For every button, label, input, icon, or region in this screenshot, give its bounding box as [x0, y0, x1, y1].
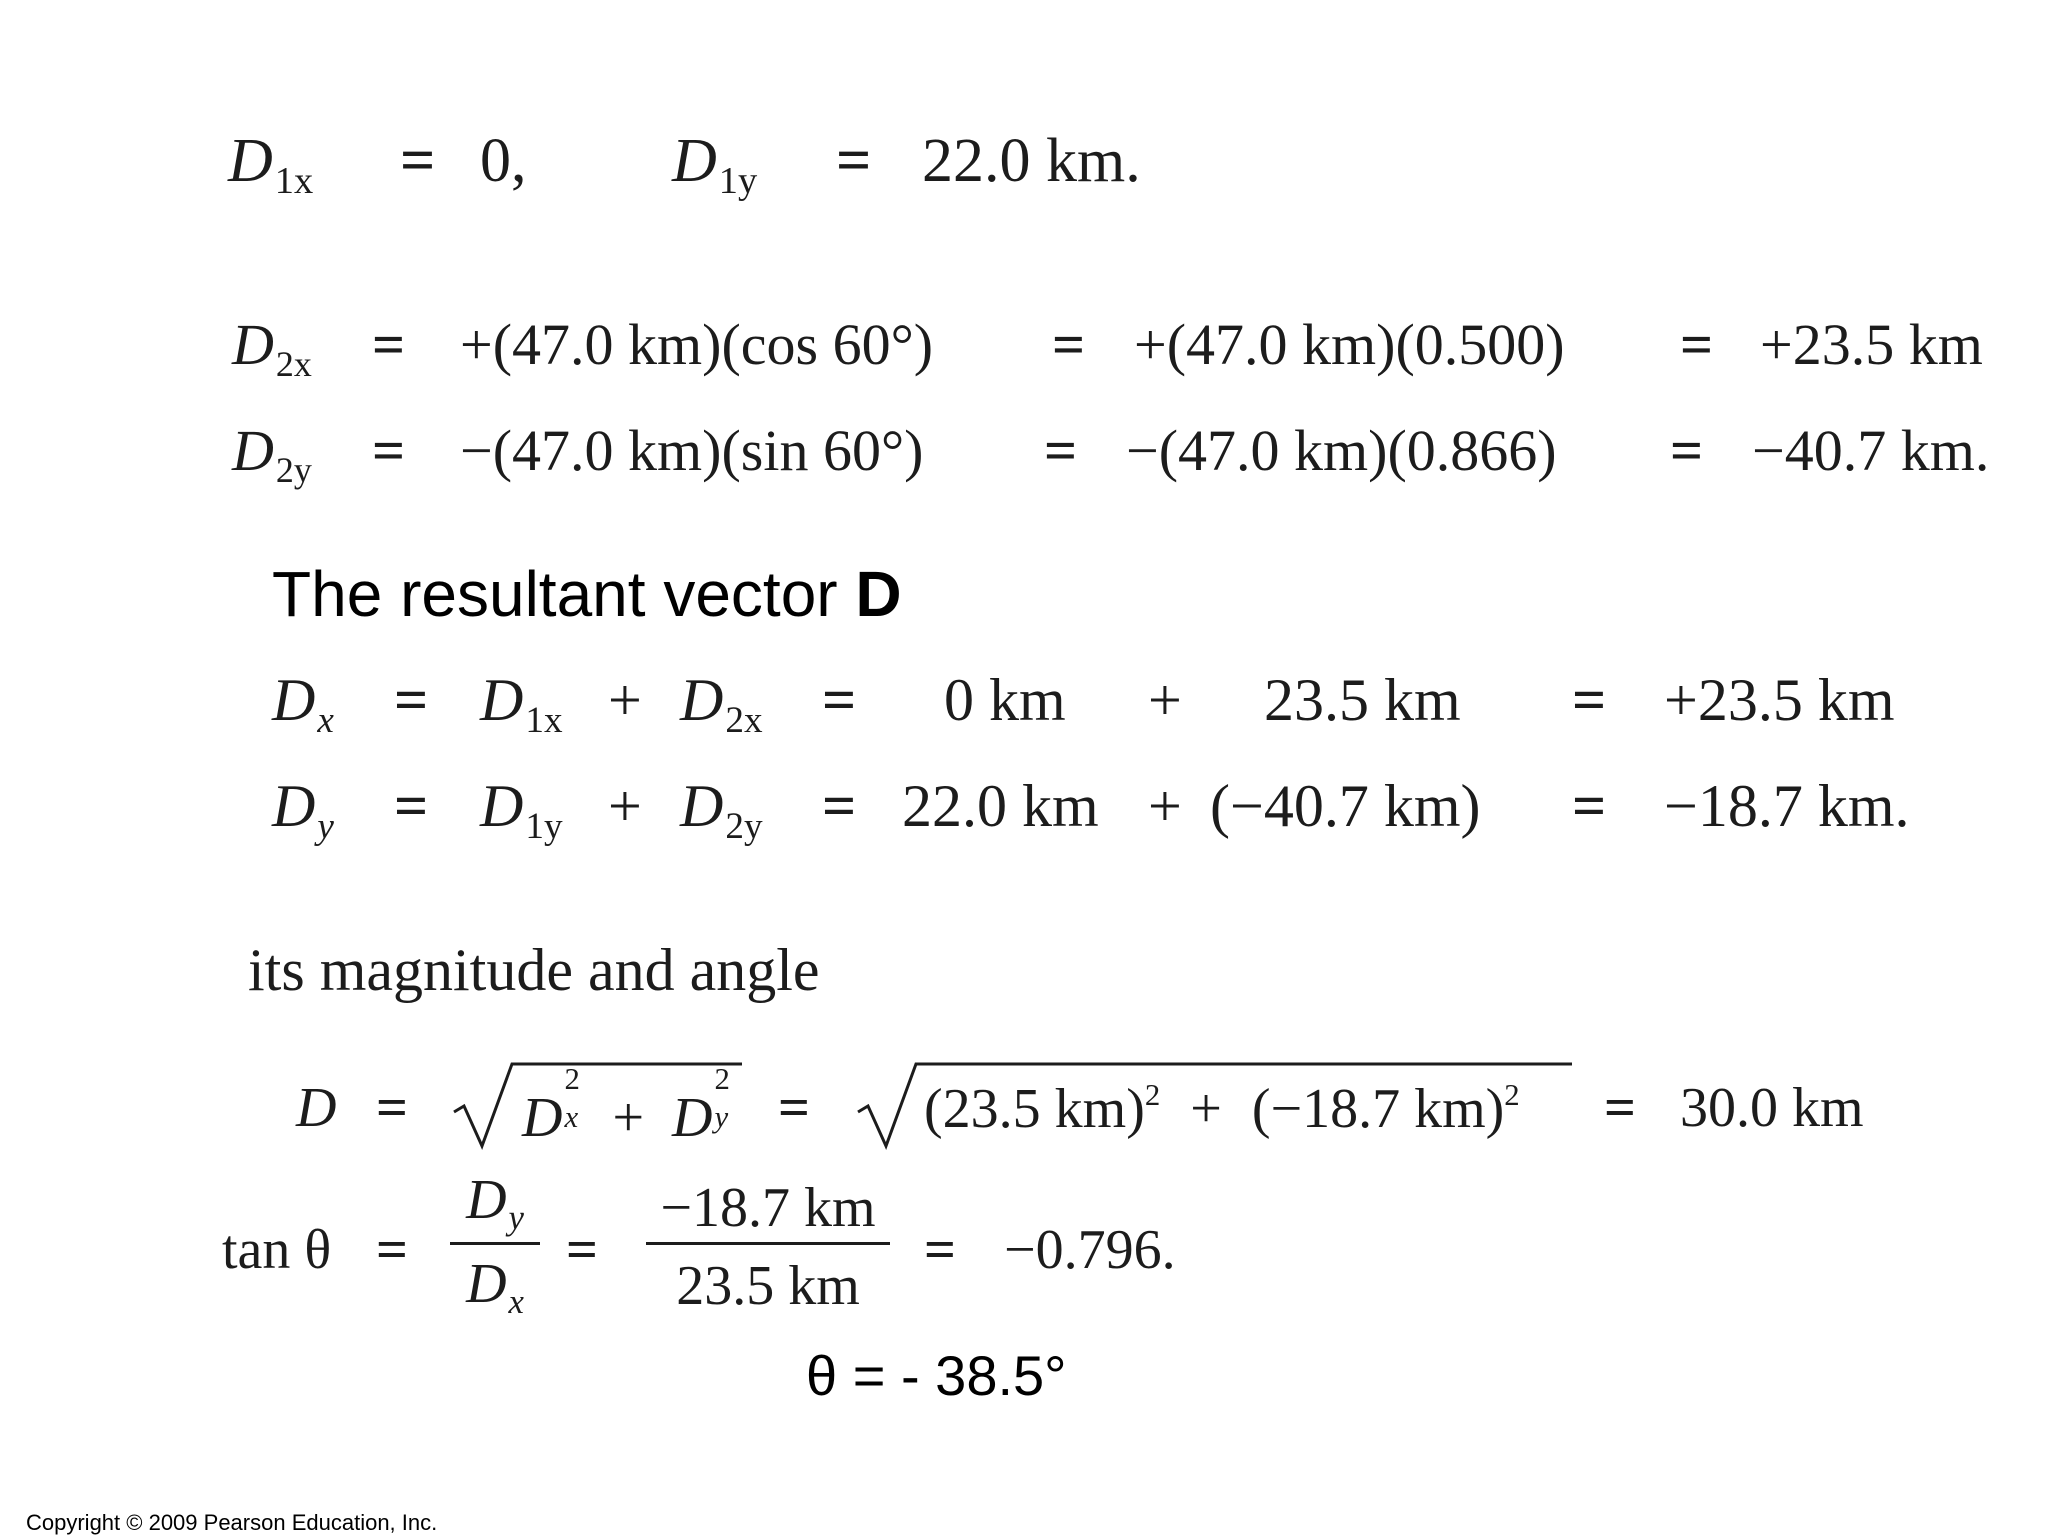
dy-subscript: y: [317, 805, 334, 847]
dy-value-superscript: 2: [1504, 1078, 1520, 1112]
d2x-subscript: 2x: [275, 343, 312, 384]
dy-superscript: 2: [714, 1062, 730, 1096]
d1y-term-symbol: D: [480, 773, 524, 839]
dy-symbol: D: [466, 1169, 507, 1231]
d1x-subscript: 1x: [274, 160, 314, 203]
dx-value: (23.5 km): [924, 1078, 1145, 1141]
dy-value: (−18.7 km): [1251, 1078, 1505, 1141]
tangent-result: −0.796.: [1004, 1219, 1176, 1281]
equation-d1-components: [0, 127, 2048, 210]
equals-sign: =: [1052, 312, 1086, 377]
plus-sign: +: [608, 667, 642, 733]
equation-tangent: [0, 1166, 2048, 1322]
equals-sign: =: [822, 667, 857, 733]
equals-sign: =: [1670, 418, 1704, 483]
dx-subscript: x: [564, 1100, 579, 1134]
d2x-value: 23.5 km: [1264, 667, 1461, 733]
fraction-denominator-value: 23.5 km: [676, 1255, 860, 1317]
equals-sign: =: [1680, 312, 1714, 377]
equation-d2y: [0, 418, 2048, 502]
dx-subscript: x: [508, 1282, 524, 1322]
radicand-components: [522, 1062, 735, 1149]
dy-subscript: y: [508, 1198, 524, 1238]
dy-result: −18.7 km.: [1664, 773, 1910, 839]
d2y-symbol: D: [232, 418, 274, 483]
heading-text: The resultant vector: [272, 558, 856, 630]
equation-magnitude: [0, 1060, 2048, 1170]
equals-sign: =: [566, 1219, 598, 1281]
dx-value-superscript: 2: [1144, 1078, 1161, 1112]
dx-symbol: D: [522, 1087, 563, 1149]
d2x-expression: +(47.0 km)(cos 60°): [460, 312, 934, 377]
fraction-values: [646, 1166, 890, 1316]
equals-sign: =: [924, 1219, 956, 1281]
dy-symbol: D: [672, 1087, 713, 1149]
plus-sign: +: [1148, 773, 1182, 839]
d2x-label: [232, 312, 312, 384]
equals-sign: =: [822, 773, 857, 839]
d2x-term-symbol: D: [680, 667, 724, 733]
magnitude-symbol: D: [296, 1077, 337, 1139]
equals-sign: =: [836, 127, 872, 195]
equals-sign: =: [376, 1077, 408, 1139]
angle-result: [806, 1344, 1067, 1407]
equals-sign: =: [1044, 418, 1078, 483]
equation-dx: [0, 667, 2048, 750]
d1y-symbol: D: [672, 127, 717, 195]
dx-label: [272, 667, 334, 741]
dx-symbol: D: [272, 667, 316, 733]
d2y-value: (−40.7 km): [1210, 773, 1481, 839]
d1x-symbol: D: [228, 127, 273, 195]
fraction-denominator: [450, 1253, 540, 1322]
d2y-subscript: 2y: [275, 449, 312, 490]
dx-symbol: D: [466, 1253, 507, 1315]
equation-d2x: [0, 312, 2048, 396]
tan-theta-label: [222, 1219, 332, 1281]
sqrt-components: [452, 1060, 742, 1150]
equals-sign: =: [1572, 667, 1607, 733]
equation-dy: [0, 773, 2048, 856]
subheading-text: its magnitude and angle: [248, 937, 820, 1003]
equals-sign: =: [372, 418, 406, 483]
d2x-result: +23.5 km: [1760, 312, 1983, 377]
equals-sign: =: [1572, 773, 1607, 839]
dy-label: [272, 773, 334, 847]
d2y-evaluated: −(47.0 km)(0.866): [1126, 418, 1557, 483]
fraction-numerator-value: −18.7 km: [660, 1177, 876, 1239]
plus-sign: +: [1190, 1078, 1222, 1141]
d1y-label: [672, 127, 758, 203]
d1x-term-subscript: 1x: [525, 699, 563, 741]
dx-superscript: 2: [564, 1062, 580, 1096]
d2y-result: −40.7 km.: [1752, 418, 1990, 483]
equals-sign: =: [376, 1219, 408, 1281]
fraction-bar: [450, 1242, 540, 1245]
d2y-expression: −(47.0 km)(sin 60°): [460, 418, 924, 483]
angle-result-text: θ = - 38.5°: [806, 1344, 1067, 1407]
d2y-term: [680, 773, 763, 847]
equals-sign: =: [778, 1077, 810, 1139]
d1y-value: 22.0 km.: [922, 127, 1141, 195]
d2y-term-symbol: D: [680, 773, 724, 839]
d1y-subscript: 1y: [718, 160, 758, 203]
heading-vector-symbol: D: [855, 558, 902, 630]
dx-subscript: x: [317, 699, 334, 741]
plus-sign: +: [608, 773, 642, 839]
d1x-term-symbol: D: [480, 667, 524, 733]
plus-sign: +: [1148, 667, 1182, 733]
d2x-symbol: D: [232, 312, 274, 377]
equals-sign: =: [394, 667, 429, 733]
d2y-term-subscript: 2y: [725, 805, 763, 847]
equals-sign: =: [400, 127, 436, 195]
fraction-components: [450, 1166, 540, 1322]
magnitude-result: 30.0 km: [1680, 1077, 1864, 1139]
d2x-term-subscript: 2x: [725, 699, 763, 741]
resultant-heading: [272, 558, 902, 630]
dy-symbol: D: [272, 773, 316, 839]
dx-result: +23.5 km: [1664, 667, 1895, 733]
copyright-text: Copyright © 2009 Pearson Education, Inc.: [26, 1510, 438, 1535]
d1x-label: [228, 127, 314, 203]
d2y-label: [232, 418, 312, 490]
d1y-value: 22.0 km: [902, 773, 1099, 839]
d1x-value: 0,: [480, 127, 527, 195]
equals-sign: =: [394, 773, 429, 839]
radicand-values: [924, 1078, 1520, 1141]
sqrt-values: [856, 1060, 1572, 1150]
equals-sign: =: [372, 312, 406, 377]
d1y-term: [480, 773, 563, 847]
d2x-term: [680, 667, 763, 741]
dy-subscript: y: [714, 1100, 729, 1134]
copyright-footer: [26, 1510, 437, 1536]
d2x-evaluated: +(47.0 km)(0.500): [1134, 312, 1565, 377]
d1x-value: 0 km: [944, 667, 1066, 733]
magnitude-angle-heading: [248, 937, 820, 1003]
tan-theta-text: tan θ: [222, 1219, 332, 1281]
equals-sign: =: [1604, 1077, 1636, 1139]
fraction-bar: [646, 1242, 890, 1245]
d1x-term: [480, 667, 563, 741]
plus-sign: +: [612, 1087, 645, 1149]
fraction-numerator: [450, 1169, 540, 1238]
d1y-term-subscript: 1y: [525, 805, 563, 847]
